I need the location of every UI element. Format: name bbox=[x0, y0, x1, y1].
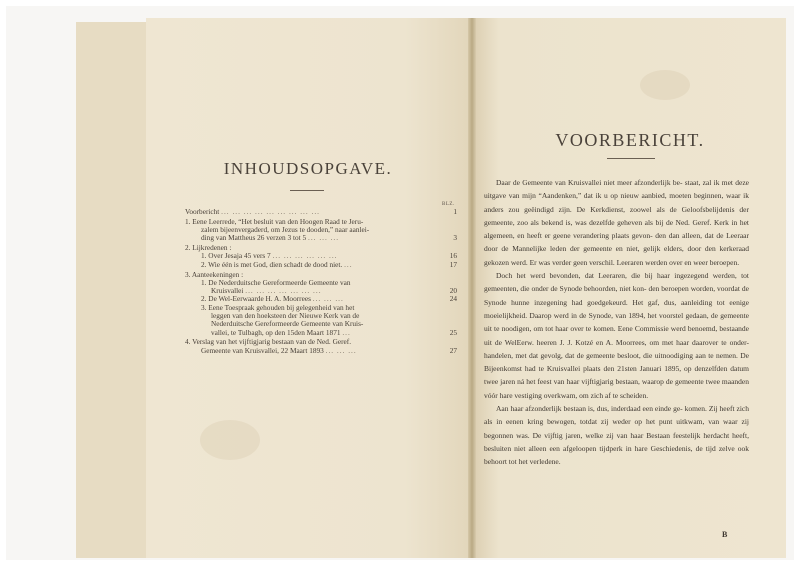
toc-row: 4. Verslag van het vijftigjarig bestaan van de Ned. Geref. bbox=[185, 337, 352, 347]
title-rule bbox=[290, 190, 324, 191]
toc-row: 3. Eene Toespraak gehouden bij gelegenheid van het bbox=[201, 302, 355, 312]
paper-stain bbox=[200, 420, 260, 460]
book-gutter bbox=[468, 18, 476, 558]
toc-row: 3. Aanteekeningen : bbox=[185, 269, 244, 279]
toc-row: zalem bijeenvergaderd, om Jezus te dooden,” naar aanlei- bbox=[201, 225, 370, 235]
toc-row: 1. Over Jesaja 45 vers 7 ... ... ... ... ... ... 16 bbox=[201, 251, 457, 261]
paper-stain bbox=[640, 70, 690, 100]
foreword-body bbox=[484, 176, 749, 469]
toc-row: Kruisvallei ... ... ... ... ... ... ... 20 bbox=[211, 286, 457, 296]
foreword-paragraph: Daar de Gemeente van Kruisvallei niet meer afzonderlijk be- staat, zal ik met deze uitgave van mijn “Aandenken,” dat ik u op nieuw aanbied, moeten beginnen, waar ik anders zou geëindigd zijn. De Kerkdienst, zoowel als de Geloofsbelijdenis der gemeente, zoo als bekend is, was dezelfde geheven als bij de Ned. Geref. Kerk in het algemeen, en heeft er geene verandering plaats gevon- den dan alleen, dat de Leeraar door de Mannelijke leden der gemeente en niet, gelijk elders, door den kerkeraad gekozen werd. Er was verder geen verschil. Leeraren werden over en weer beroepen. bbox=[484, 178, 749, 267]
foreword-title: VOORBERICHT. bbox=[555, 130, 705, 150]
toc-row: 2. Lijkredenen : bbox=[185, 243, 232, 253]
foreword-paragraph: Aan haar afzonderlijk bestaan is, dus, inderdaad een einde ge- komen. Zij heeft zich als in eenen kring bewogen, totdat zij weder op het punt uitkwam, van waar zij begonnen was. De vijftig jaren, welke zij van haar Bestaan feestelijk herdacht heeft, besluiten niet alleen een afgeloopen tijdperk in hare Geschiedenis, de tijd zelve ook behoort tot het verledene. bbox=[484, 404, 749, 467]
toc-row: leggen van den hoeksteen der Nieuwe Kerk van de bbox=[211, 311, 360, 321]
toc-row: 1. De Nederduitsche Gereformeerde Gemeente van bbox=[201, 277, 351, 287]
toc-row: 2. Wie één is met God, dien schadt de dood niet. ... 17 bbox=[201, 259, 457, 269]
toc-row: vallei, te Tulbagh, op den 15den Maart 1871 ... 25 bbox=[211, 327, 457, 337]
toc-row: ding van Mattheus 26 verzen 3 tot 5 ... ... ... 3 bbox=[201, 233, 457, 243]
page-column-header: BLZ. bbox=[442, 202, 455, 207]
toc-row: 2. De Wel-Eerwaarde H. A. Moorrees ... ... ... 24 bbox=[201, 294, 457, 304]
title-rule bbox=[607, 158, 655, 159]
signature-mark: B bbox=[722, 530, 728, 539]
foreword-paragraph: Doch het werd bevonden, dat Leeraren, die bij haar ingezegend werden, tot gemeenten, die onder de Synode behoorden, niet kon- den beroepen worden, voordat de Synode hunne inzegening had goedgekeurd. Het gaf, dus, aanleiding tot eenige moeielijkheid. Daarop werd in de Synode, van 1894, het voorstel gedaan, de gemeente uit te noodigen, om tot haar over te komen. Eene Commissie werd benoemd, bestaande uit de WelEerw. heeren J. J. Kotzé en A. Moorrees, om met haar daarover te onder- handelen, met dat gevolg, dat de gemeente besloot, die uitnoodiging aan te nemen. De Bijeenkomst had te Kruisvallei plaats den 21sten Januari 1895, op denzelfden datum twee jaren ná het feest van haar vijftigjarig bestaan, waarop de gemeente twee maanden vóór hare vestiging overkwam, om zich af te scheiden. bbox=[484, 271, 749, 400]
toc-title: INHOUDSOPGAVE. bbox=[223, 159, 393, 178]
toc-row: Nederduitsche Gereformeerde Gemeente van Kruis- bbox=[211, 319, 364, 329]
back-cover-sheet bbox=[76, 22, 146, 558]
toc-row: Gemeente van Kruisvallei, 22 Maart 1893 ... ... ... 27 bbox=[201, 345, 457, 355]
table-of-contents bbox=[185, 208, 457, 355]
toc-row: 1. Eene Leerrede, “Het besluit van den Hoogen Raad te Jeru- bbox=[185, 216, 364, 226]
toc-row: Voorbericht ... ... ... ... ... ... ... ... ... 1 bbox=[185, 207, 457, 216]
